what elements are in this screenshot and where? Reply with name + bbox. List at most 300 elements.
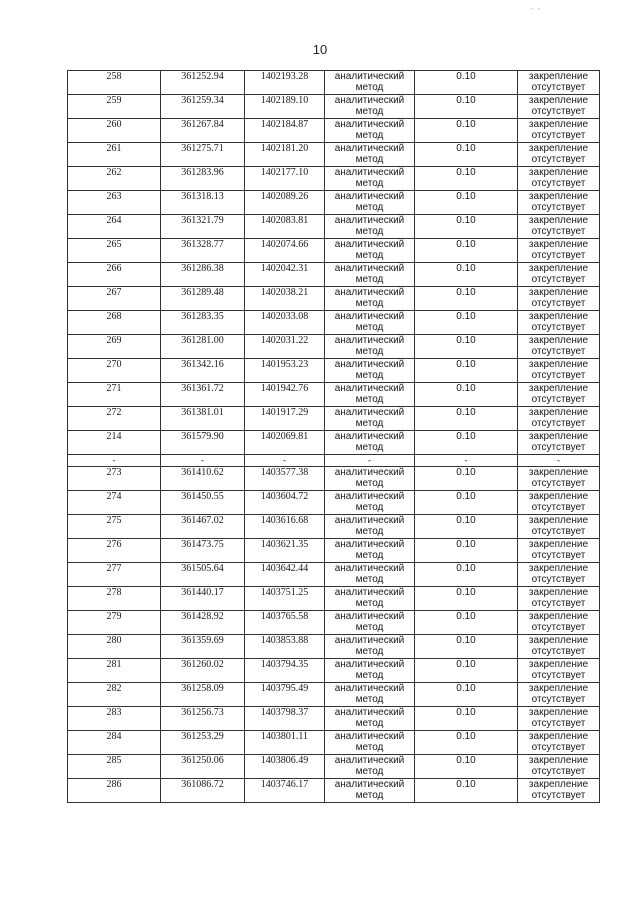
method-line: аналитический: [334, 755, 405, 766]
table-row: [68, 407, 600, 431]
table-row: [68, 707, 600, 731]
y-coordinate-cell: 1403751.25: [245, 587, 325, 611]
point-number-cell: 258: [68, 71, 161, 95]
table-row: [68, 587, 600, 611]
table-row: [68, 683, 600, 707]
method-cell: [325, 779, 415, 803]
fixation-line: закрепление: [528, 515, 589, 526]
point-number-cell: 278: [68, 587, 161, 611]
method-cell: [325, 587, 415, 611]
point-number-cell: 286: [68, 779, 161, 803]
accuracy-cell: 0.10: [415, 659, 518, 683]
point-number-cell: 214: [68, 431, 161, 455]
method-cell: [325, 71, 415, 95]
accuracy-cell: 0.10: [415, 359, 518, 383]
x-coordinate-cell: 361410.62: [161, 467, 245, 491]
fixation-cell: [518, 491, 600, 515]
x-coordinate-cell: 361258.09: [161, 683, 245, 707]
fixation-cell: [518, 407, 600, 431]
method-line: метод: [355, 526, 384, 537]
table-row: [68, 731, 600, 755]
accuracy-cell: 0.10: [415, 311, 518, 335]
method-line: аналитический: [334, 587, 405, 598]
accuracy-cell: 0.10: [415, 239, 518, 263]
fixation-cell: [518, 383, 600, 407]
fixation-line: закрепление: [528, 71, 589, 82]
y-coordinate-cell: 1403746.17: [245, 779, 325, 803]
fixation-line: закрепление: [528, 383, 589, 394]
fixation-cell: [518, 467, 600, 491]
accuracy-cell: 0.10: [415, 95, 518, 119]
point-number-cell: 268: [68, 311, 161, 335]
method-line: метод: [355, 370, 384, 381]
fixation-line: закрепление: [528, 683, 589, 694]
method-cell: [325, 707, 415, 731]
method-line: аналитический: [334, 95, 405, 106]
method-cell: [325, 407, 415, 431]
fixation-line: отсутствует: [531, 526, 586, 537]
accuracy-cell: 0.10: [415, 167, 518, 191]
method-line: аналитический: [334, 467, 405, 478]
fixation-line: закрепление: [528, 95, 589, 106]
fixation-cell: [518, 707, 600, 731]
fixation-line: закрепление: [528, 611, 589, 622]
table-row: [68, 287, 600, 311]
point-number-cell: 260: [68, 119, 161, 143]
point-number-cell: 259: [68, 95, 161, 119]
x-coordinate-cell: 361440.17: [161, 587, 245, 611]
x-coordinate-cell: 361289.48: [161, 287, 245, 311]
accuracy-cell: 0.10: [415, 707, 518, 731]
point-number-cell: 273: [68, 467, 161, 491]
accuracy-cell: 0.10: [415, 587, 518, 611]
method-line: метод: [355, 694, 384, 705]
fixation-line: отсутствует: [531, 766, 586, 777]
y-coordinate-cell: 1402089.26: [245, 191, 325, 215]
fixation-cell: [518, 143, 600, 167]
fixation-line: отсутствует: [531, 478, 586, 489]
accuracy-cell: 0.10: [415, 731, 518, 755]
method-line: метод: [355, 202, 384, 213]
accuracy-cell: 0.10: [415, 215, 518, 239]
coordinates-table: [67, 70, 600, 803]
accuracy-cell: 0.10: [415, 191, 518, 215]
method-line: аналитический: [334, 263, 405, 274]
fixation-cell: [518, 95, 600, 119]
y-coordinate-cell: 1403577.38: [245, 467, 325, 491]
method-line: метод: [355, 106, 384, 117]
accuracy-cell: 0.10: [415, 263, 518, 287]
fixation-line: закрепление: [528, 659, 589, 670]
point-number-cell: 276: [68, 539, 161, 563]
method-cell: [325, 311, 415, 335]
point-number-cell: 267: [68, 287, 161, 311]
fixation-cell: [518, 311, 600, 335]
fixation-line: отсутствует: [531, 574, 586, 585]
table-row: [68, 359, 600, 383]
method-cell: [325, 119, 415, 143]
x-coordinate-cell: 361250.06: [161, 755, 245, 779]
y-coordinate-cell: 1402083.81: [245, 215, 325, 239]
point-number-cell: 270: [68, 359, 161, 383]
x-coordinate-cell: 361505.64: [161, 563, 245, 587]
x-coordinate-cell: 361260.02: [161, 659, 245, 683]
y-coordinate-cell: 1402189.10: [245, 95, 325, 119]
fixation-cell: [518, 239, 600, 263]
method-line: метод: [355, 598, 384, 609]
method-cell: [325, 755, 415, 779]
fixation-line: отсутствует: [531, 274, 586, 285]
separator-cell: -: [518, 455, 600, 467]
fixation-line: закрепление: [528, 287, 589, 298]
x-coordinate-cell: 361281.00: [161, 335, 245, 359]
method-line: аналитический: [334, 239, 405, 250]
fixation-line: закрепление: [528, 407, 589, 418]
method-line: метод: [355, 622, 384, 633]
fixation-line: закрепление: [528, 491, 589, 502]
accuracy-cell: 0.10: [415, 515, 518, 539]
accuracy-cell: 0.10: [415, 635, 518, 659]
fixation-cell: [518, 539, 600, 563]
point-number-cell: 269: [68, 335, 161, 359]
method-line: аналитический: [334, 779, 405, 790]
method-line: аналитический: [334, 731, 405, 742]
method-line: метод: [355, 226, 384, 237]
fixation-line: отсутствует: [531, 442, 586, 453]
method-line: метод: [355, 130, 384, 141]
fixation-line: закрепление: [528, 539, 589, 550]
table-row: [68, 191, 600, 215]
fixation-cell: [518, 755, 600, 779]
fixation-cell: [518, 659, 600, 683]
accuracy-cell: 0.10: [415, 683, 518, 707]
table-row: [68, 71, 600, 95]
fixation-line: отсутствует: [531, 370, 586, 381]
x-coordinate-cell: 361361.72: [161, 383, 245, 407]
method-line: метод: [355, 646, 384, 657]
fixation-line: закрепление: [528, 707, 589, 718]
x-coordinate-cell: 361283.35: [161, 311, 245, 335]
fixation-cell: [518, 587, 600, 611]
method-cell: [325, 539, 415, 563]
fixation-line: закрепление: [528, 215, 589, 226]
method-line: метод: [355, 82, 384, 93]
method-line: аналитический: [334, 611, 405, 622]
point-number-cell: 283: [68, 707, 161, 731]
method-line: аналитический: [334, 659, 405, 670]
y-coordinate-cell: 1402069.81: [245, 431, 325, 455]
y-coordinate-cell: 1402184.87: [245, 119, 325, 143]
fixation-line: закрепление: [528, 311, 589, 322]
method-cell: [325, 239, 415, 263]
method-line: метод: [355, 502, 384, 513]
y-coordinate-cell: 1403616.68: [245, 515, 325, 539]
separator-cell: -: [325, 455, 415, 467]
y-coordinate-cell: 1402033.08: [245, 311, 325, 335]
table-row: [68, 467, 600, 491]
fixation-line: отсутствует: [531, 82, 586, 93]
fixation-line: отсутствует: [531, 226, 586, 237]
point-number-cell: 261: [68, 143, 161, 167]
point-number-cell: 282: [68, 683, 161, 707]
table-row: [68, 611, 600, 635]
accuracy-cell: 0.10: [415, 779, 518, 803]
fixation-line: отсутствует: [531, 130, 586, 141]
fixation-line: закрепление: [528, 239, 589, 250]
fixation-line: закрепление: [528, 779, 589, 790]
method-line: аналитический: [334, 167, 405, 178]
method-cell: [325, 167, 415, 191]
method-line: метод: [355, 346, 384, 357]
point-number-cell: 272: [68, 407, 161, 431]
method-line: аналитический: [334, 635, 405, 646]
x-coordinate-cell: 361267.84: [161, 119, 245, 143]
method-cell: [325, 563, 415, 587]
fixation-line: закрепление: [528, 467, 589, 478]
fixation-line: отсутствует: [531, 394, 586, 405]
fixation-cell: [518, 191, 600, 215]
point-number-cell: 271: [68, 383, 161, 407]
y-coordinate-cell: 1402042.31: [245, 263, 325, 287]
x-coordinate-cell: 361321.79: [161, 215, 245, 239]
x-coordinate-cell: 361467.02: [161, 515, 245, 539]
method-cell: [325, 683, 415, 707]
method-cell: [325, 191, 415, 215]
method-line: аналитический: [334, 287, 405, 298]
fixation-line: отсутствует: [531, 670, 586, 681]
point-number-cell: 280: [68, 635, 161, 659]
fixation-line: отсутствует: [531, 646, 586, 657]
x-coordinate-cell: 361328.77: [161, 239, 245, 263]
x-coordinate-cell: 361283.96: [161, 167, 245, 191]
fixation-cell: [518, 359, 600, 383]
fixation-line: закрепление: [528, 587, 589, 598]
method-line: метод: [355, 442, 384, 453]
table-row: [68, 95, 600, 119]
method-line: метод: [355, 742, 384, 753]
fixation-line: отсутствует: [531, 202, 586, 213]
method-cell: [325, 611, 415, 635]
table-row: [68, 431, 600, 455]
separator-row: [68, 455, 600, 467]
fixation-line: отсутствует: [531, 346, 586, 357]
method-line: метод: [355, 790, 384, 801]
y-coordinate-cell: 1403795.49: [245, 683, 325, 707]
method-line: метод: [355, 274, 384, 285]
x-coordinate-cell: 361359.69: [161, 635, 245, 659]
accuracy-cell: 0.10: [415, 563, 518, 587]
accuracy-cell: 0.10: [415, 431, 518, 455]
method-line: метод: [355, 322, 384, 333]
method-line: аналитический: [334, 539, 405, 550]
table-row: [68, 311, 600, 335]
fixation-cell: [518, 683, 600, 707]
fixation-line: отсутствует: [531, 718, 586, 729]
method-cell: [325, 359, 415, 383]
x-coordinate-cell: 361252.94: [161, 71, 245, 95]
method-line: метод: [355, 550, 384, 561]
point-number-cell: 274: [68, 491, 161, 515]
method-line: аналитический: [334, 311, 405, 322]
accuracy-cell: 0.10: [415, 71, 518, 95]
y-coordinate-cell: 1402031.22: [245, 335, 325, 359]
method-line: аналитический: [334, 335, 405, 346]
method-line: аналитический: [334, 515, 405, 526]
accuracy-cell: 0.10: [415, 467, 518, 491]
point-number-cell: 262: [68, 167, 161, 191]
fixation-line: отсутствует: [531, 322, 586, 333]
x-coordinate-cell: 361342.16: [161, 359, 245, 383]
y-coordinate-cell: 1402038.21: [245, 287, 325, 311]
fixation-line: закрепление: [528, 335, 589, 346]
fixation-cell: [518, 71, 600, 95]
method-cell: [325, 95, 415, 119]
fixation-line: отсутствует: [531, 790, 586, 801]
method-line: метод: [355, 670, 384, 681]
y-coordinate-cell: 1401942.76: [245, 383, 325, 407]
x-coordinate-cell: 361259.34: [161, 95, 245, 119]
x-coordinate-cell: 361275.71: [161, 143, 245, 167]
y-coordinate-cell: 1403794.35: [245, 659, 325, 683]
fixation-cell: [518, 263, 600, 287]
y-coordinate-cell: 1402074.66: [245, 239, 325, 263]
method-line: метод: [355, 250, 384, 261]
method-line: метод: [355, 418, 384, 429]
method-line: аналитический: [334, 143, 405, 154]
accuracy-cell: 0.10: [415, 539, 518, 563]
y-coordinate-cell: 1403798.37: [245, 707, 325, 731]
method-cell: [325, 491, 415, 515]
method-cell: [325, 263, 415, 287]
fixation-cell: [518, 635, 600, 659]
fixation-line: закрепление: [528, 359, 589, 370]
fixation-line: отсутствует: [531, 622, 586, 633]
method-cell: [325, 659, 415, 683]
fixation-cell: [518, 215, 600, 239]
fixation-cell: [518, 287, 600, 311]
fixation-line: отсутствует: [531, 178, 586, 189]
fixation-cell: [518, 431, 600, 455]
fixation-line: закрепление: [528, 143, 589, 154]
table-row: [68, 335, 600, 359]
point-number-cell: 275: [68, 515, 161, 539]
method-line: аналитический: [334, 707, 405, 718]
method-line: метод: [355, 574, 384, 585]
y-coordinate-cell: 1402193.28: [245, 71, 325, 95]
accuracy-cell: 0.10: [415, 119, 518, 143]
separator-cell: -: [415, 455, 518, 467]
fixation-line: закрепление: [528, 191, 589, 202]
method-cell: [325, 383, 415, 407]
fixation-line: закрепление: [528, 635, 589, 646]
y-coordinate-cell: 1401953.23: [245, 359, 325, 383]
fixation-line: отсутствует: [531, 598, 586, 609]
point-number-cell: 277: [68, 563, 161, 587]
point-number-cell: 284: [68, 731, 161, 755]
fixation-line: закрепление: [528, 119, 589, 130]
method-cell: [325, 467, 415, 491]
accuracy-cell: 0.10: [415, 383, 518, 407]
x-coordinate-cell: 361253.29: [161, 731, 245, 755]
fixation-cell: [518, 611, 600, 635]
page-number: 10: [312, 42, 328, 57]
fixation-cell: [518, 335, 600, 359]
fixation-line: отсутствует: [531, 550, 586, 561]
x-coordinate-cell: 361579.90: [161, 431, 245, 455]
table-row: [68, 563, 600, 587]
y-coordinate-cell: 1402177.10: [245, 167, 325, 191]
method-line: метод: [355, 394, 384, 405]
method-cell: [325, 287, 415, 311]
point-number-cell: 285: [68, 755, 161, 779]
fixation-line: закрепление: [528, 755, 589, 766]
separator-cell: -: [161, 455, 245, 467]
fixation-line: закрепление: [528, 563, 589, 574]
accuracy-cell: 0.10: [415, 287, 518, 311]
x-coordinate-cell: 361086.72: [161, 779, 245, 803]
x-coordinate-cell: 361256.73: [161, 707, 245, 731]
x-coordinate-cell: 361450.55: [161, 491, 245, 515]
fixation-line: отсутствует: [531, 418, 586, 429]
fixation-line: отсутствует: [531, 154, 586, 165]
fixation-line: закрепление: [528, 167, 589, 178]
method-cell: [325, 515, 415, 539]
table-row: [68, 779, 600, 803]
point-number-cell: 264: [68, 215, 161, 239]
table-row: [68, 515, 600, 539]
method-line: аналитический: [334, 383, 405, 394]
table-row: [68, 635, 600, 659]
x-coordinate-cell: 361381.01: [161, 407, 245, 431]
method-line: аналитический: [334, 431, 405, 442]
method-line: аналитический: [334, 407, 405, 418]
accuracy-cell: 0.10: [415, 407, 518, 431]
table-row: [68, 119, 600, 143]
method-cell: [325, 635, 415, 659]
fixation-line: закрепление: [528, 263, 589, 274]
table-row: [68, 239, 600, 263]
method-line: аналитический: [334, 191, 405, 202]
method-cell: [325, 215, 415, 239]
method-cell: [325, 143, 415, 167]
x-coordinate-cell: 361286.38: [161, 263, 245, 287]
x-coordinate-cell: 361428.92: [161, 611, 245, 635]
y-coordinate-cell: 1403853.88: [245, 635, 325, 659]
fixation-cell: [518, 779, 600, 803]
method-cell: [325, 731, 415, 755]
method-line: аналитический: [334, 563, 405, 574]
fixation-line: отсутствует: [531, 742, 586, 753]
y-coordinate-cell: 1403621.35: [245, 539, 325, 563]
fixation-line: отсутствует: [531, 106, 586, 117]
table-row: [68, 143, 600, 167]
fixation-cell: [518, 119, 600, 143]
method-line: аналитический: [334, 359, 405, 370]
accuracy-cell: 0.10: [415, 335, 518, 359]
table-row: [68, 539, 600, 563]
fixation-line: закрепление: [528, 431, 589, 442]
method-line: метод: [355, 154, 384, 165]
method-line: метод: [355, 478, 384, 489]
method-line: метод: [355, 178, 384, 189]
y-coordinate-cell: 1403806.49: [245, 755, 325, 779]
y-coordinate-cell: 1401917.29: [245, 407, 325, 431]
method-cell: [325, 335, 415, 359]
fixation-line: закрепление: [528, 731, 589, 742]
table-row: [68, 263, 600, 287]
method-line: метод: [355, 718, 384, 729]
method-line: метод: [355, 766, 384, 777]
